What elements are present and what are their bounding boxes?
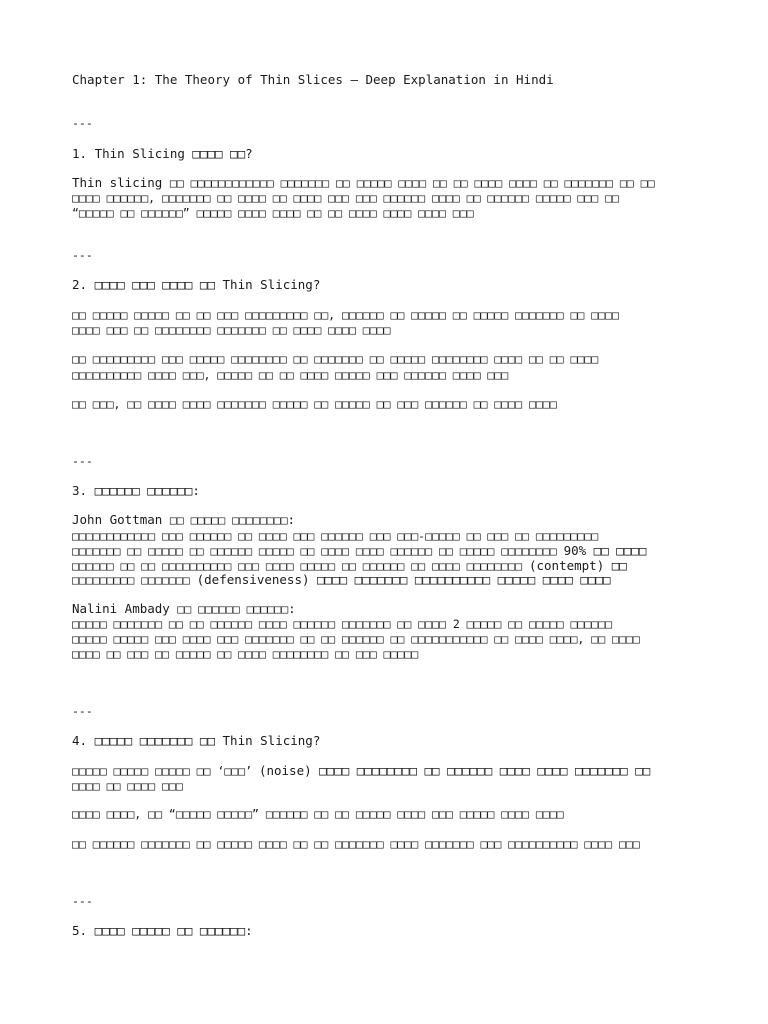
section-2-heading [72,277,320,292]
text-run: (defensiveness) □□□□ □□□□□□□ □□□□□□□□□□ □□□□□ □□□□ □□□□ [196,572,611,587]
divider-text: --- [72,704,93,718]
section-2-para-line [72,323,391,338]
text-run: □□□□ □□ □□□ □□ □□□□□ □□ □□□□ □□□□□□□□ □□ □□□ □□□□□ [72,647,419,661]
section-2-para-line [72,368,508,383]
section-4-para-line [72,807,564,822]
text-run: Nalini Ambady [72,601,178,616]
heading-part: Thin Slicing? [222,733,321,748]
text-run: □□ □□□□□□ □□□□□□ [177,602,289,616]
divider-3 [72,454,93,469]
section-4-para-line [72,779,183,794]
gottman-para-line [72,543,646,559]
ambady-para-line [72,647,418,662]
text-run: □□□□ □□□ □□ □□□□□□□□ □□□□□□□ □□ □□□□ □□□□ □□□□ [72,323,391,337]
text-run: □□□□□□□□□ □□□□□□□ [72,573,197,587]
ambady-para-line [72,632,640,647]
section-5-heading [72,923,253,938]
text-run: □□□□□□□ □□ □□□□□ □□ □□□□□□ □□□□□ □□ □□□□ □□□□ □□□□□□ □□ □□□□□ □□□□□□□□ [72,544,564,558]
text-run: □□ □□□□□□□□□ □□□ □□□□□ □□□□□□□□ □□ □□□□□□□ □□ □□□□□ □□□□□□□□ □□□□ □□ □□ □□□□ [72,352,599,366]
gottman-subheading [72,512,295,528]
gottman-para-line [72,529,598,544]
section-2-para-line [72,352,598,367]
heading-part: 4. □□□□□ □□□□□□□ □□ [72,733,223,748]
title-text: Chapter 1: The Theory of Thin Slices – Deep Explanation in Hindi [72,72,554,87]
ambady-para-line [72,617,612,632]
text-run: 90% □□ □□□□ [563,543,647,558]
divider-text: --- [72,894,93,908]
heading-part: : [245,923,253,938]
section-4-para-line [72,763,650,779]
text-run: : [287,512,296,527]
text-run: □□□□□ □□□□□ □□□ □□□□ □□□ □□□□□□□ □□ □□ □□□□□□ □□ □□□□□□□□□□□ □□ □□□□ □□□□, □□ □□□□ [72,632,640,646]
heading-part: 1. Thin Slicing [72,146,193,161]
text-run: □□□□□ □□□□□ □□□□□ □□ ‘□□□’ [72,764,259,778]
section-2-para-line [72,308,619,323]
text-run: □□□□□□ □□ □□ □□□□□□□□□□ □□□ □□□□ □□□□□ □□ □□□□□□ □□ □□□□ □□□□□□□□ [72,559,529,573]
heading-part: 3. □□□□□□ □□□□□□ [72,483,193,498]
section-4-para-line [72,837,640,852]
divider-5 [72,894,93,909]
text-run: □□□□□ □□□□□□□ □□ □□ □□□□□□ □□□□ □□□□□□ □□□□□□□ □□ □□□□ [72,617,453,631]
section-1-para-line [72,191,619,206]
text-run: Thin slicing [72,175,170,190]
text-run: □□ □□□□□ □□□□□ □□ □□ □□□ □□□□□□□□□ □□, □□□□□□ □□ □□□□□ □□ □□□□□ □□□□□□□ □□ □□□□ [72,308,619,322]
heading-part: Thin Slicing? [222,277,321,292]
gottman-para-line [72,572,611,588]
page-title [72,72,554,87]
text-run: 2 □□□□□ □□ □□□□□ □□□□□□ [452,617,613,631]
heading-part: : [192,483,200,498]
text-run: □□□□□□□□□□□□ □□□ □□□□□□ □□ □□□□ □□□ □□□□□□ □□□ □□□-□□□□□ □□ □□□ □□ □□□□□□□□□ [72,529,599,543]
text-run: “□□□□□ □□ □□□□□□” □□□□□ □□□□ □□□□ □□ □□ □□□□ □□□□ □□□□ □□□ [72,206,474,220]
text-run: (noise) □□□□ □□□□□□□□ □□ □□□□□□ □□□□ □□□□ □□□□□□□ □□ [258,763,651,778]
text-run: (contempt) □□ [528,558,627,573]
text-run: □□□□□□□□□□ □□□□ □□□, □□□□□ □□ □□ □□□□ □□□□□ □□□ □□□□□□ □□□□ □□□ [72,368,509,382]
divider-2 [72,248,93,263]
text-run: John Gottman [72,512,170,527]
section-1-para-line [72,206,474,221]
divider-text: --- [72,248,93,262]
divider-1 [72,116,93,131]
divider-text: --- [72,116,93,130]
heading-part: □□□□ □□? [192,146,253,161]
section-1-heading [72,146,253,161]
divider-text: --- [72,454,93,468]
section-4-heading [72,733,320,748]
ambady-subheading [72,601,296,617]
section-2-para-line [72,397,557,412]
text-run: □□ □□□□□□ □□□□□□□ □□ □□□□□ □□□□ □□ □□ □□□□□□□ □□□□ □□□□□□□ □□□ □□□□□□□□□□ □□□□ □□□ [72,837,640,851]
section-1-para-line [72,175,655,191]
heading-part: 5. □□□□ □□□□□ □□ □□□□□□ [72,923,246,938]
heading-part: 2. □□□□ □□□ □□□□ □□ [72,277,223,292]
text-run: □□□□ □□□□□□, □□□□□□□ □□ □□□□ □□ □□□□ □□□ □□□ □□□□□□ □□□□ □□ □□□□□□ □□□□□ □□□ □□ [72,191,619,205]
section-3-heading [72,483,200,498]
text-run: □□□□ □□ □□□□ □□□ [72,779,183,793]
text-run: □□□□ □□□□, □□ “□□□□□ □□□□□” □□□□□□ □□ □□ □□□□□ □□□□ □□□ □□□□□ □□□□ □□□□ [72,807,564,821]
divider-4 [72,704,93,719]
text-run: □□ □□□□□□□□□□□□ □□□□□□□ □□ □□□□□ □□□□ □□ □□ □□□□ □□□□ □□ □□□□□□□ □□ □□ [169,176,655,190]
text-run: □□ □□□□□ □□□□□□□□ [169,513,288,527]
text-run: : [288,601,296,616]
text-run: □□ □□□, □□ □□□□ □□□□ □□□□□□□ □□□□□ □□ □□□□□ □□ □□□ □□□□□□ □□ □□□□ □□□□ [72,397,557,411]
